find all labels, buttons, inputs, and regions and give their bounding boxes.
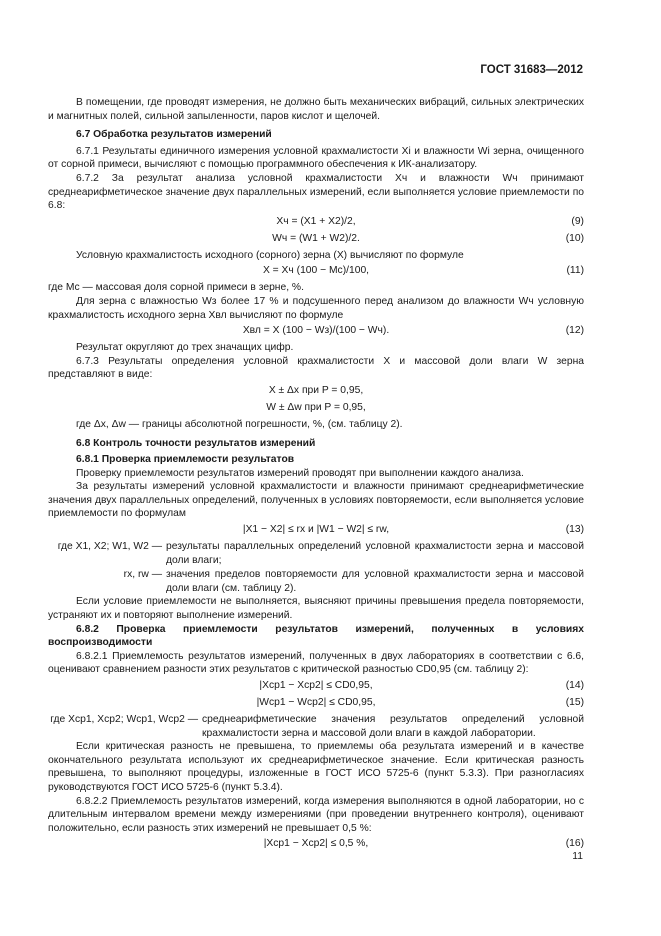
para-critical-diff: Если критическая разность не превышена, то приемлемы оба результата измерений и в качестве окончательного результата используют их среднеарифметическое значение. Если критическая разность превышена, то выполняют процедуры, изложенные в ГОСТ ИСО 5725-6 (пункт 5.3.3). При разногласиях руководствуются ГОСТ ИСО 5725-6 (пункт 5.3.4).: [48, 741, 584, 793]
where-block-13a: [48, 540, 584, 567]
page-body: [48, 96, 584, 854]
subsection-6-8-1-heading: 6.8.1 Проверка приемлемости результатов: [76, 454, 295, 466]
formula-13: [48, 523, 584, 538]
para-6-8-2-1: 6.8.2.1 Приемлемость результатов измерений, полученных в двух лабораториях в соответствии с 6.6, оценивают сравнением разности этих результатов с критической разностью CD0,95 (см. таблицу 2):: [48, 650, 584, 676]
formula-15: [48, 696, 584, 711]
formula-14-expression: |Xср1 − Xср2| ≤ CD0,95,: [259, 680, 373, 691]
where-13b-label: rx, rw —: [123, 569, 162, 581]
para-starch-formula-intro: Условную крахмалистость исходного (сорного) зерна (X) вычисляют по формуле: [76, 249, 464, 261]
para-6-8-1-a: Проверку приемлемости результатов измерений проводят при выполнении каждого анализа.: [76, 467, 524, 479]
document-code-header: ГОСТ 31683—2012: [480, 64, 583, 76]
para-6-7-1: 6.7.1 Результаты единичного измерения условной крахмалистости Xi и влажности Wi зерна, очищенного от сорной примеси, вычисляют с помощью программного обеспечения к ИК-анализатору.: [48, 145, 584, 171]
formula-16-expression: |Xср1 − Xср2| ≤ 0,5 %,: [263, 838, 369, 850]
formula-10-number: (10): [565, 232, 584, 244]
para-repeatability-fail: Если условие приемлемости не выполняется, выясняют причины превышения предела повторяемости, устраняют их и повторяют выполнение измерений.: [48, 596, 584, 622]
para-6-8-1-b: За результаты измерений условной крахмалистости и влажности принимают среднеарифметические значения двух параллельных определений, полученных в условиях повторяемости, если выполняется условие приемлемости по формулам: [48, 481, 584, 520]
formula-15-expression: |Wср1 − Wср2| ≤ CD0,95,: [256, 697, 376, 708]
para-6-8-2-2: 6.8.2.2 Приемлемость результатов измерений, когда измерения выполняются в одной лаборатории, но с длительным интервалом времени между измерениями (при проведении внутреннего контроля), оценивают положительно, если разность этих измерений не превышает 0,5 %:: [48, 795, 584, 834]
formula-9: [48, 215, 584, 230]
formula-result-w-expression: W ± Δw при P = 0,95,: [266, 401, 366, 413]
para-where-delta: где Δx, Δw — границы абсолютной погрешности, %, (см. таблицу 2).: [76, 418, 403, 430]
where-block-13b: [48, 568, 584, 595]
formula-14: [48, 679, 584, 694]
formula-14-number: (14): [565, 680, 584, 691]
where-15-label: где Xср1, Xср2; Wср1, Wср2 —: [50, 714, 198, 725]
formula-10-expression: Wч = (W1 + W2)/2.: [272, 232, 360, 244]
section-6-7-heading: 6.7 Обработка результатов измерений: [76, 129, 272, 141]
formula-11: [48, 264, 584, 279]
formula-result-w: [48, 401, 584, 416]
subsection-6-8-2-heading: 6.8.2 Проверка приемлемости результатов измерений, полученных в условиях воспроизводимости: [48, 623, 584, 649]
formula-result-x: [48, 384, 584, 399]
where-13b-text: значения пределов повторяемости для условной крахмалистости зерна и массовой доли влаги (см. таблицу 2).: [166, 569, 584, 594]
formula-12-expression: Xвл = X (100 − Wз)/(100 − Wч).: [242, 325, 390, 337]
intro-paragraph: В помещении, где проводят измерения, не должно быть механических вибраций, сильных электрических и магнитных полей, сильной запыленности, паров кислот и щелочей.: [48, 97, 584, 122]
formula-10: [48, 232, 584, 247]
para-rounding: Результат округляют до трех значащих цифр.: [76, 342, 294, 354]
formula-12: [48, 324, 584, 339]
where-13a-text: результаты параллельных определений условной крахмалистости зерна и массовой доли влаги;: [166, 541, 584, 566]
para-where-mc: где Mc — массовая доля сорной примеси в зерне, %.: [48, 282, 304, 294]
formula-13-expression: |X1 − X2| ≤ rx и |W1 − W2| ≤ rw,: [242, 524, 390, 536]
formula-13-number: (13): [565, 524, 584, 536]
formula-9-expression: Xч = (X1 + X2)/2,: [276, 215, 356, 227]
formula-16-number: (16): [565, 838, 584, 850]
formula-result-x-expression: X ± Δx при P = 0,95,: [268, 384, 364, 396]
formula-16: [48, 837, 584, 852]
para-moist-grain: Для зерна с влажностью Wз более 17 % и подсушенного перед анализом до влажности Wч условную крахмалистость исходного зерна Xвл вычисляют по формуле: [48, 295, 584, 321]
where-block-15: [48, 713, 584, 740]
where-15-text: среднеарифметические значения результатов определений условной крахмалистости зерна и массовой доли влаги в каждой лаборатории.: [202, 714, 584, 739]
formula-15-number: (15): [565, 697, 584, 708]
page-number: 11: [572, 851, 583, 862]
formula-11-expression: X = Xч (100 − Mc)/100,: [262, 265, 370, 277]
para-6-7-3: 6.7.3 Результаты определения условной крахмалистости X и массовой доли влаги W зерна представляют в виде:: [48, 355, 584, 381]
section-6-8-heading: 6.8 Контроль точности результатов измерений: [76, 437, 316, 449]
formula-11-number: (11): [566, 265, 584, 277]
para-6-7-2: 6.7.2 За результат анализа условной крахмалистости Xч и влажности Wч принимают среднеарифметическое значение двух параллельных измерений, если выполняется условие приемлемости по 6.8:: [48, 172, 584, 212]
formula-9-number: (9): [571, 215, 584, 227]
formula-12-number: (12): [565, 325, 584, 337]
where-13a-label: где X1, X2; W1, W2 —: [57, 541, 162, 553]
